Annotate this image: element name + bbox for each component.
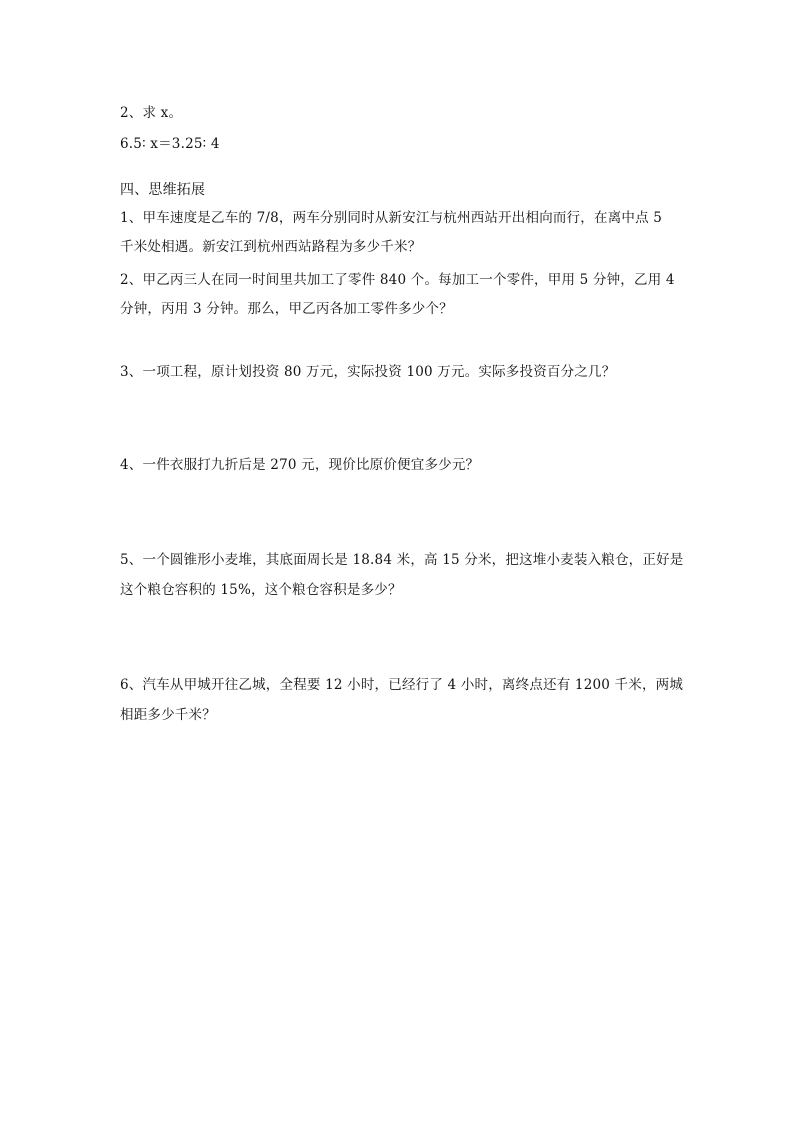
question-find-x-title: 2、求 x。	[120, 105, 183, 121]
question-3-line-1: 3、一项工程，原计划投资 80 万元，实际投资 100 万元。实际多投资百分之几？	[120, 364, 616, 380]
question-1-line-1: 1、甲车速度是乙车的 7/8，两车分别同时从新安江与杭州西站开出相向而行，在离中点 5	[120, 210, 663, 226]
question-1-line-2: 千米处相遇。新安江到杭州西站路程为多少千米？	[120, 239, 422, 255]
question-2-line-2: 分钟，丙用 3 分钟。那么，甲乙丙各加工零件多少个？	[120, 301, 453, 317]
question-4-line-1: 4、一件衣服打九折后是 270 元，现价比原价便宜多少元？	[120, 457, 480, 473]
question-5-line-2: 这个粮仓容积的 15%，这个粮仓容积是多少？	[120, 582, 402, 598]
section-heading-thinking-extension: 四、思维拓展	[120, 182, 206, 198]
question-find-x-equation: 6.5∶ x＝3.25∶ 4	[120, 136, 220, 152]
question-6-line-2: 相距多少千米？	[120, 707, 216, 723]
question-5-line-1: 5、一个圆锥形小麦堆，其底面周长是 18.84 米，高 15 分米，把这堆小麦装入粮仓，正好是	[120, 552, 684, 568]
question-6-line-1: 6、汽车从甲城开往乙城，全程要 12 小时，已经行了 4 小时，离终点还有 1200 千米，两城	[120, 677, 684, 693]
question-2-line-1: 2、甲乙丙三人在同一时间里共加工了零件 840 个。每加工一个零件，甲用 5 分钟，乙用 4	[120, 272, 675, 288]
